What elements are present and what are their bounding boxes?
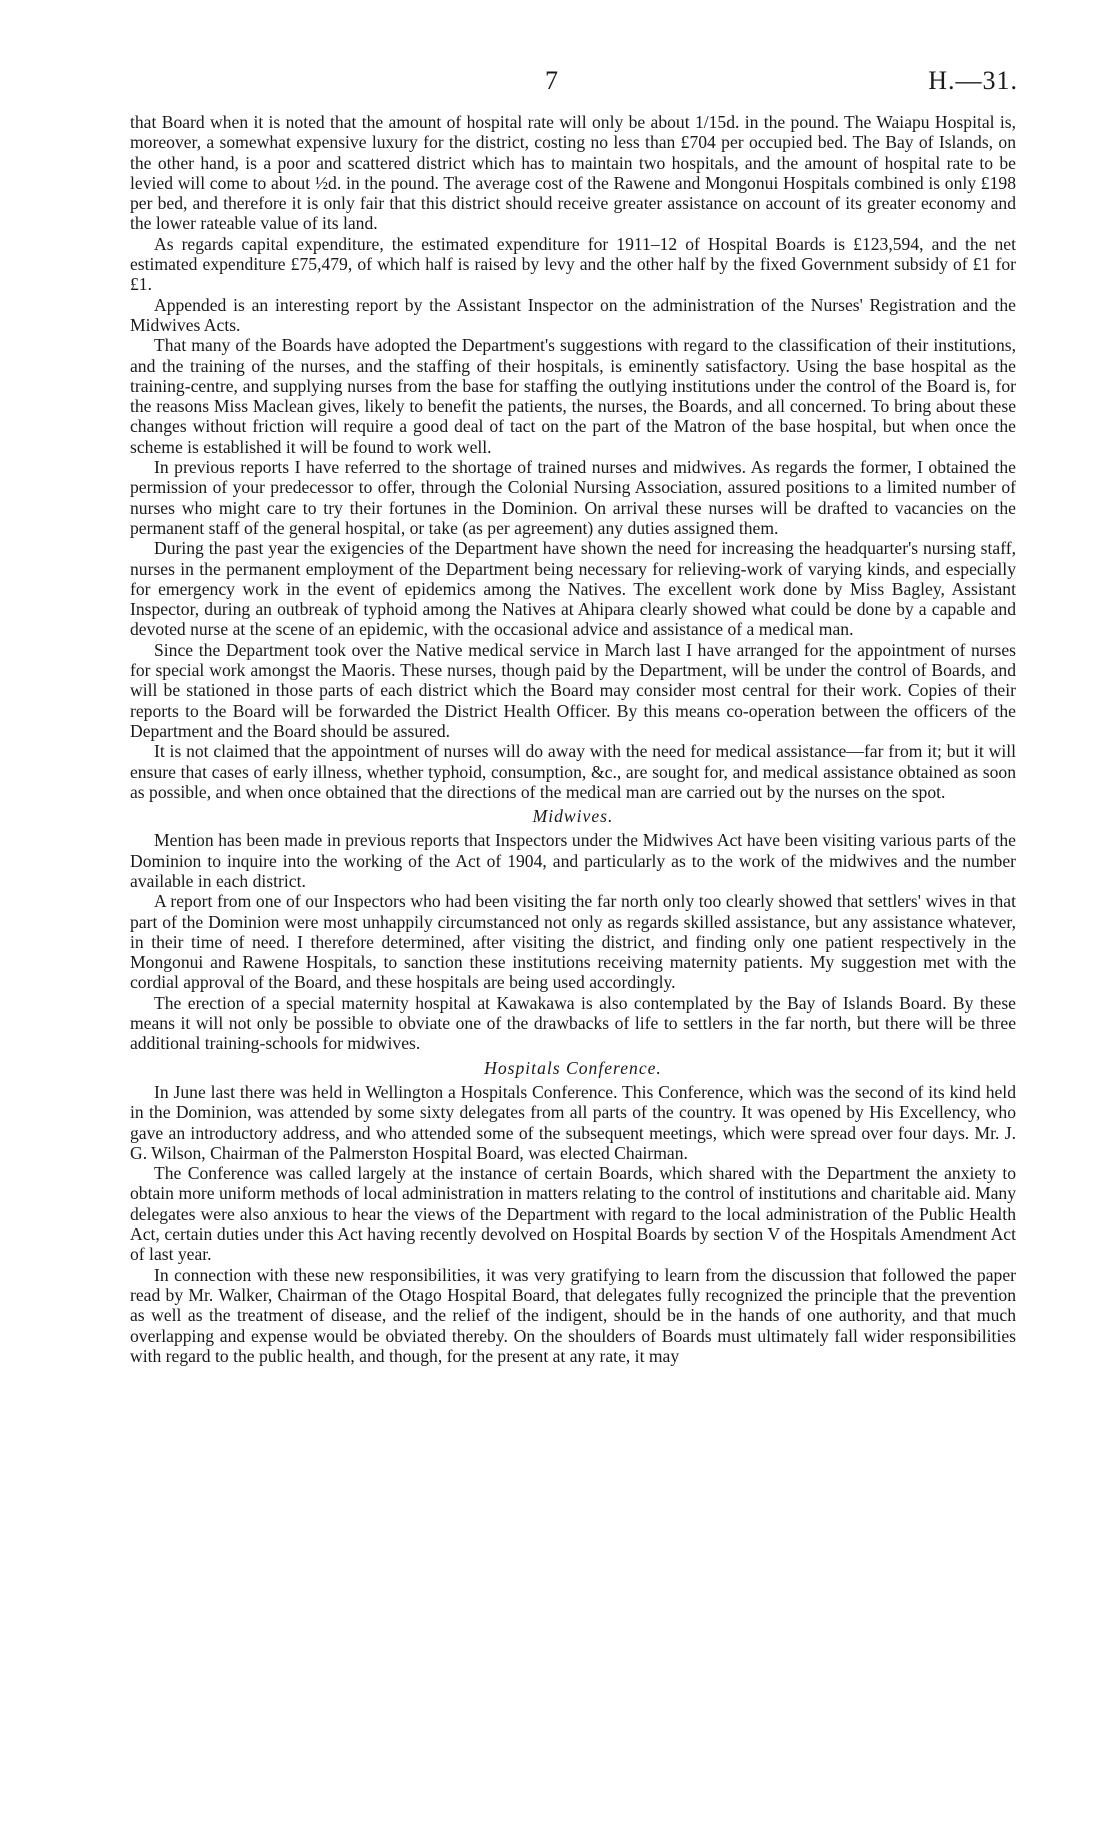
- page-header: [0, 66, 1114, 100]
- paragraph: The Conference was called largely at the instance of certain Boards, which shared with the Department the anxiety to obtain more uniform methods of local administration in matters relating to the control of institutions and charitable aid. Many delegates were also anxious to hear the views of the Department with regard to the local administration of the Public Health Act, certain duties under this Act having recently devolved on Hospital Boards by section V of the Hospitals Amendment Act of last year.: [130, 1163, 1016, 1265]
- report-body: [130, 112, 1016, 1366]
- paragraph: As regards capital expenditure, the estimated expenditure for 1911–12 of Hospital Boards is £123,594, and the net estimated expenditure £75,479, of which half is raised by levy and the other half by the fixed Government subsidy of £1 for £1.: [130, 233, 1016, 295]
- paragraph: In previous reports I have referred to the shortage of trained nurses and midwives. As regards the former, I obtained the permission of your predecessor to offer, through the Colonial Nursing Association, assured positions to a limited number of nurses who might care to try their fortunes in the Dominion. On arrival these nurses will be drafted to vacancies on the permanent staff of the general hospital, or take (as per agreement) any duties assigned them.: [130, 457, 1016, 538]
- paragraph: In June last there was held in Wellington a Hospitals Conference. This Conference, which was the second of its kind held in the Dominion, was attended by some sixty delegates from all parts of the country. It was opened by His Excellency, who gave an introductory address, and who attended some of the subsequent meetings, which were spread over four days. Mr. J. G. Wilson, Chairman of the Palmerston Hospital Board, was elected Chairman.: [130, 1081, 1016, 1163]
- paragraph: It is not claimed that the appointment of nurses will do away with the need for medical assistance—far from it; but it will ensure that cases of early illness, whether typhoid, consumption, &c., are sought for, and medical assistance obtained as soon as possible, and when once obtained that the directions of the medical man are carried out by the nurses on the spot.: [130, 741, 1016, 802]
- page-number: 7: [545, 66, 558, 95]
- paragraph: A report from one of our Inspectors who had been visiting the far north only too clearly showed that settlers' wives in that part of the Dominion were most unhappily circumstanced not only as regards skilled assistance, but any assistance whatever, in their time of need. I therefore determined, after visiting the district, and finding only one patient respectively in the Mongonui and Rawene Hospitals, to sanction these institutions receiving maternity patients. My suggestion met with the cordial approval of the Board, and these hospitals are being used accordingly.: [130, 891, 1016, 993]
- paragraph: During the past year the exigencies of the Department have shown the need for increasing the headquarter's nursing staff, nurses in the permanent employment of the Department being necessary for relieving-work of varying kinds, and especially for emergency work in the event of epidemics among the Natives. The excellent work done by Miss Bagley, Assistant Inspector, during an outbreak of typhoid among the Natives at Ahipara clearly showed what could be done by a capable and devoted nurse at the scene of an epidemic, with the occasional advice and assistance of a medical man.: [130, 538, 1016, 640]
- paragraph: Mention has been made in previous reports that Inspectors under the Midwives Act have been visiting various parts of the Dominion to inquire into the working of the Act of 1904, and particularly as to the work of the midwives and the number available in each district.: [130, 830, 1016, 891]
- document-reference: H.—31.: [928, 66, 1018, 95]
- section-heading-midwives: Midwives.: [532, 806, 614, 827]
- paragraph: In connection with these new responsibilities, it was very gratifying to learn from the discussion that followed the paper read by Mr. Walker, Chairman of the Otago Hospital Board, that delegates fully recognized the principle that the prevention as well as the treatment of disease, and the relief of the indigent, should be in the hands of one authority, and that much overlapping and expense would be obviated thereby. On the shoulders of Boards must ultimately fall wider responsibilities with regard to the public health, and though, for the present at any rate, it may: [130, 1264, 1016, 1366]
- paragraph: Since the Department took over the Native medical service in March last I have arranged for the appointment of nurses for special work amongst the Maoris. These nurses, though paid by the Department, will be under the control of Boards, and will be stationed in those parts of each district which the Board may consider most central for their work. Copies of their reports to the Board will be forwarded the District Health Officer. By this means co-operation between the officers of the Department and the Board should be assured.: [130, 639, 1016, 741]
- paragraph: That many of the Boards have adopted the Department's suggestions with regard to the classification of their institutions, and the training of the nurses, and the staffing of their hospitals, is eminently satisfactory. Using the base hospital as the training-centre, and supplying nurses from the base for staffing the outlying institutions under the control of the Board is, for the reasons Miss Maclean gives, likely to benefit the patients, the nurses, the Boards, and all concerned. To bring about these changes without friction will require a good deal of tact on the part of the Matron of the base hospital, but when once the scheme is established it will be found to work well.: [130, 335, 1016, 457]
- paragraph: that Board when it is noted that the amount of hospital rate will only be about 1/15d. in the pound. The Waiapu Hospital is, moreover, a somewhat expensive luxury for the district, costing no less than £704 per occupied bed. The Bay of Islands, on the other hand, is a poor and scattered district which has to maintain two hospitals, and the amount of hospital rate to be levied will come to about ½d. in the pound. The average cost of the Rawene and Mongonui Hospitals combined is only £198 per bed, and therefore it is only fair that this district should receive greater assistance on account of its greater economy and the lower rateable value of its land.: [130, 112, 1016, 234]
- paragraph: The erection of a special maternity hospital at Kawakawa is also contemplated by the Bay of Islands Board. By these means it will not only be possible to obviate one of the drawbacks of life to settlers in the far north, but there will be three additional training-schools for midwives.: [130, 992, 1016, 1054]
- section-heading-hospitals-conference: Hospitals Conference.: [484, 1057, 662, 1078]
- paragraph: Appended is an interesting report by the Assistant Inspector on the administration of the Nurses' Registration and the Midwives Acts.: [130, 294, 1016, 335]
